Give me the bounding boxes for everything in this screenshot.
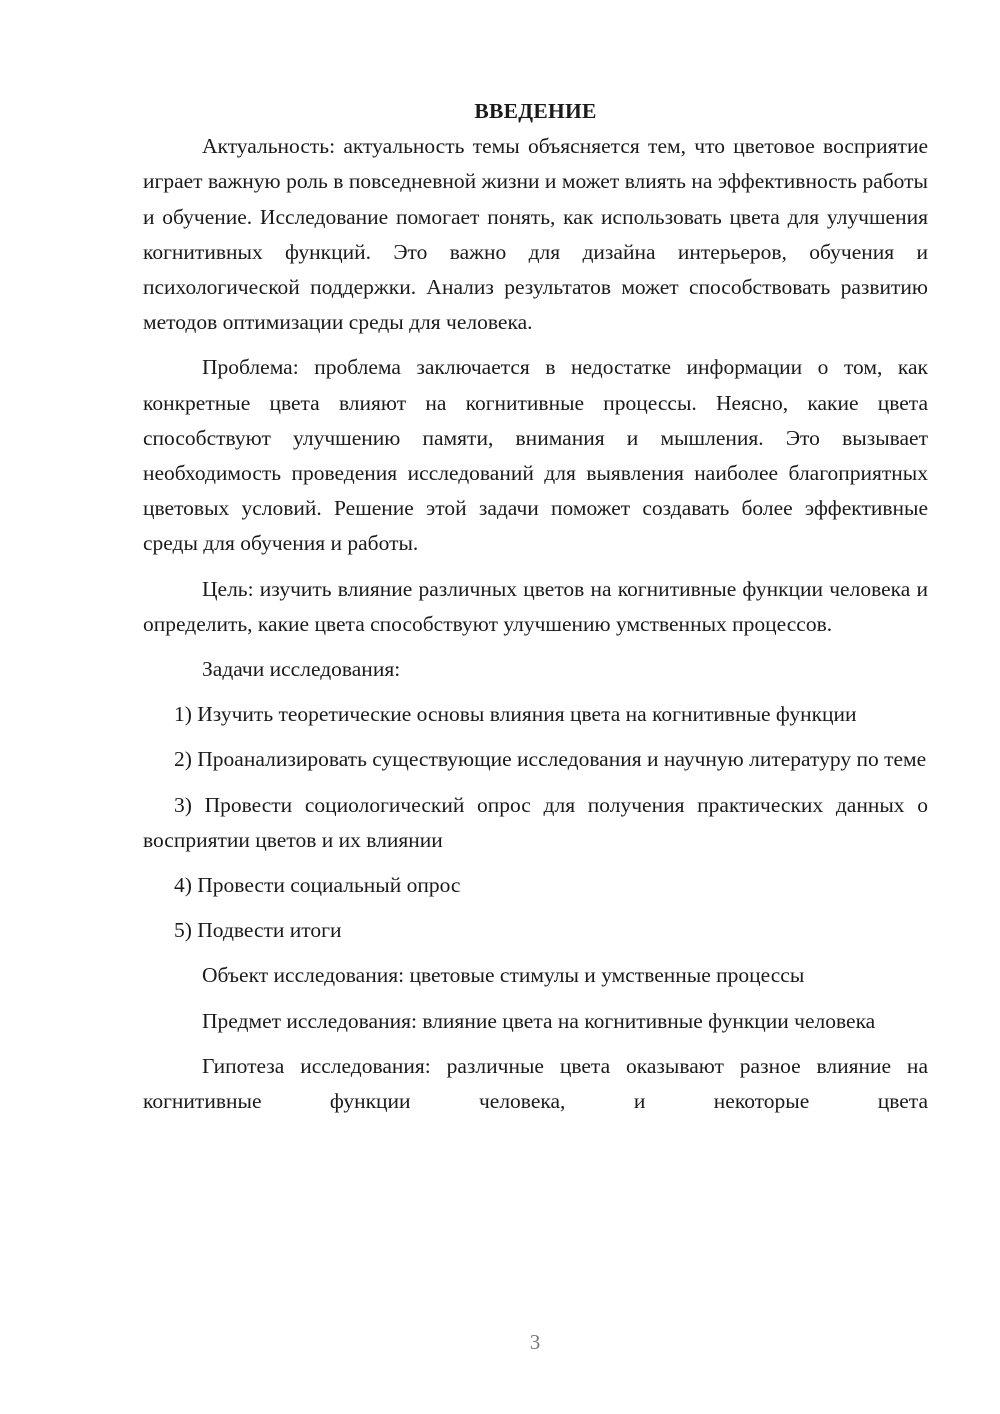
problem-paragraph: Проблема: проблема заключается в недостатке информации о том, как конкретные цвета влияют на когнитивные процессы. Неясно, какие цвета способствуют улучшению памяти, внимания и мышления. Это вызывает необходимость проведения исследований для выявления наиболее благоприятных цветовых условий. Решение этой задачи поможет создавать более эффективные среды для обучения и работы. [143, 355, 928, 556]
task-item-2: 2) Проанализировать существующие исследования и научную литературу по теме [174, 747, 927, 772]
goal-paragraph: Цель: изучить влияние различных цветов на когнитивные функции человека и определить, какие цвета способствуют улучшению умственных процессов. [143, 576, 928, 636]
relevance-paragraph: Актуальность: актуальность темы объясняется тем, что цветовое восприятие играет важную роль в повседневной жизни и может влиять на эффективность работы и обучение. Исследование помогает понять, как использовать цвета для улучшения когнитивных функций. Это важно для дизайна интерьеров, обучения и психологической поддержки. Анализ результатов может способствовать развитию методов оптимизации среды для человека. [143, 134, 928, 335]
hypothesis-paragraph: Гипотеза исследования: различные цвета оказывают разное влияние на когнитивные функции человека, и некоторые цвета [143, 1053, 928, 1114]
tasks-heading: Задачи исследования: [202, 657, 401, 682]
task-item-3: 3) Провести социологический опрос для получения практических данных о восприятии цветов и их влиянии [143, 792, 928, 852]
section-title: ВВЕДЕНИЕ [474, 99, 597, 123]
object-paragraph: Объект исследования: цветовые стимулы и умственные процессы [202, 963, 805, 988]
subject-paragraph: Предмет исследования: влияние цвета на когнитивные функции человека [202, 1008, 876, 1033]
task-item-4: 4) Провести социальный опрос [174, 873, 461, 898]
task-item-1: 1) Изучить теоретические основы влияния цвета на когнитивные функции [174, 702, 857, 727]
task-item-5: 5) Подвести итоги [174, 918, 342, 943]
page-number: 3 [529, 1330, 541, 1354]
page-content [143, 94, 928, 1129]
